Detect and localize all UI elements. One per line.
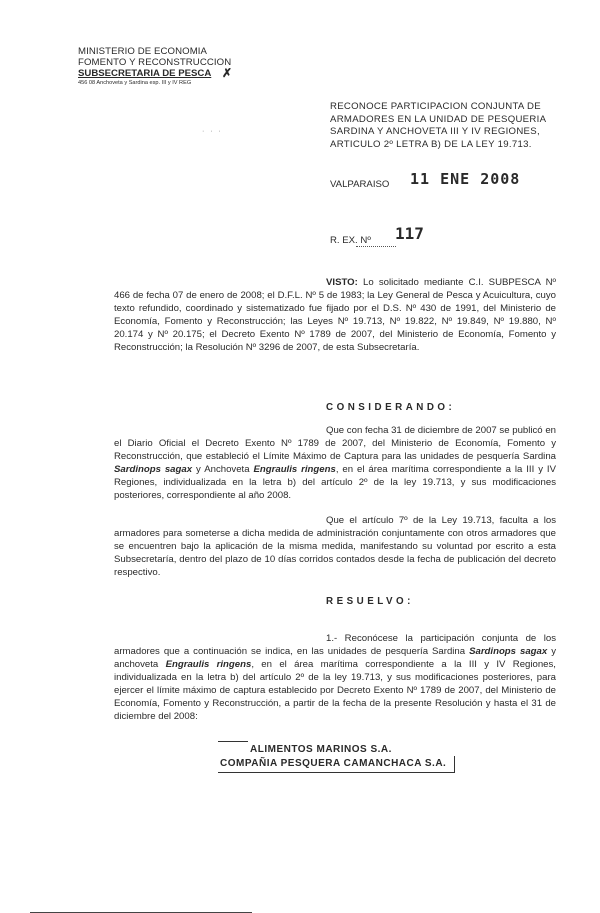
- resuelvo-p1-text-c: , en el área marítima correspondiente a la III y IV Regiones, individualizada en la letra b) del artículo 2º de la ley 19.713, y sus modificaciones posteriores, para ejercer el límite máximo de captura establecido por Decreto Exento Nº 1789 de 2007, del Ministerio de Economía, Fomento y Reconstrucción, a partir de la fecha de la presente Resolución y hasta el 31 de diciembre del 2008:: [114, 659, 556, 722]
- considerando-heading: CONSIDERANDO:: [326, 402, 456, 413]
- letterhead-ministry: MINISTERIO DE ECONOMIA: [78, 46, 208, 57]
- visto-paragraph: [114, 276, 556, 354]
- date-stamp: 11 ENE 2008: [410, 170, 521, 188]
- company-item: COMPAÑIA PESQUERA CAMANCHACA S.A.: [220, 758, 447, 769]
- resuelvo-paragraph-1: [114, 632, 556, 723]
- signature-mark-icon: ✗: [222, 66, 233, 80]
- resolution-number: 117: [395, 224, 424, 243]
- resuelvo-heading: RESUELVO:: [326, 596, 414, 607]
- letterhead: [78, 46, 278, 87]
- considerando-p1-text-b: y Anchoveta: [192, 464, 254, 475]
- resolution-label: R. EX. Nº: [330, 235, 371, 246]
- stray-marks: · · ·: [202, 128, 223, 135]
- species-sardina: Sardinops sagax: [114, 464, 193, 475]
- considerando-paragraph-2: [114, 514, 556, 579]
- species-anchoveta: Engraulis ringens: [253, 464, 336, 475]
- considerando-p1-text-c: , en el área marítima correspondiente a la III y IV Regiones, individualizada en la letra b) del artículo 2º de la ley 19.713, y sus modificaciones posteriores, correspondiente al año 2008.: [114, 464, 556, 501]
- company-rule: [218, 741, 248, 742]
- letterhead-subsecretaria: SUBSECRETARIA DE PESCA: [78, 68, 212, 79]
- resuelvo-p1-text-a: 1.- Reconócese la participación conjunta de los armadores que a continuación se indica, en las unidades de pesquería Sardina: [114, 633, 556, 657]
- species-anchoveta: Engraulis ringens: [165, 659, 252, 670]
- considerando-paragraph-1: [114, 424, 556, 502]
- considerando-p2-text: Que el artículo 7º de la Ley 19.713, faculta a los armadores para someterse a dicha medida de administración conjuntamente con otros armadores que se encuentren bajo la aplicación de la misma medida, manifestando su voluntad por escrito a esta Subsecretaría, dentro del plazo de 10 días corridos contados desde la fecha de publicación del decreto respectivo.: [114, 515, 556, 578]
- resuelvo-p1-text-b: y anchoveta: [114, 646, 556, 670]
- considerando-p1-text-a: Que con fecha 31 de diciembre de 2007 se publicó en el Diario Oficial el Decreto Exento Nº 1789 de 2007, del Ministerio de Economía, Fomento y Reconstrucción, que estableció el Límite Máximo de Captura para las unidades de pesquería Sardina: [114, 425, 556, 462]
- letterhead-fomento: FOMENTO Y RECONSTRUCCION: [78, 57, 232, 68]
- species-sardina: Sardinops sagax: [469, 646, 548, 657]
- place-label: VALPARAISO: [330, 179, 390, 190]
- letterhead-file-ref: 456 08 Anchoveta y Sardina esp. III y IV REG: [78, 80, 192, 86]
- visto-label: VISTO:: [326, 277, 358, 288]
- visto-text: Lo solicitado mediante C.I. SUBPESCA Nº 466 de fecha 07 de enero de 2008; el D.F.L. Nº 5 de 1983; la Ley General de Pesca y Acuicultura, cuyo texto refundido, coordinado y sistematizado fue fijado por el D.S. Nº 430 de 1991, del Ministerio de Economía, Fomento y Reconstrucción; las Leyes Nº 19.713, Nº 19.822, Nº 19.849, Nº 19.880, Nº 20.174 y Nº 20.175; el Decreto Exento Nº 1789 de 2007, del Ministerio de Economía, Fomento y Reconstrucción; la Resolución Nº 3296 de 2007, de esta Subsecretaría.: [114, 277, 556, 353]
- company-item: ALIMENTOS MARINOS S.A.: [250, 744, 392, 755]
- resolution-underline: [356, 246, 396, 247]
- subject-block: RECONOCE PARTICIPACION CONJUNTA DE ARMADORES EN LA UNIDAD DE PESQUERIA SARDINA Y ANCHOVETA III Y IV REGIONES, ARTICULO 2º LETRA B) DE LA LEY 19.713.: [330, 101, 546, 150]
